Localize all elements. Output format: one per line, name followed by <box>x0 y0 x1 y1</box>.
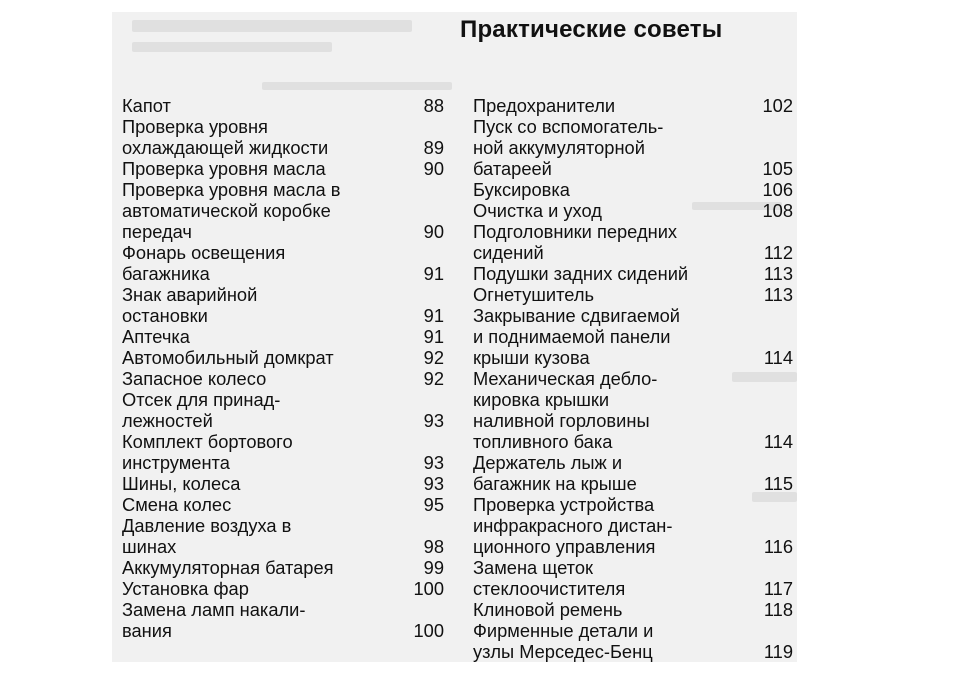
toc-page-number: 90 <box>423 221 444 242</box>
toc-entry-text: Аптечка <box>122 326 190 347</box>
toc-entry <box>473 95 793 116</box>
toc-entry <box>473 599 793 620</box>
toc-entry-text: ционного управления <box>473 536 656 557</box>
toc-entry <box>473 221 793 263</box>
toc-page-number: 91 <box>423 263 444 284</box>
toc-entry-text: Замена щеток <box>473 557 594 578</box>
toc-entry-text: охлаждающей жидкости <box>122 137 329 158</box>
show-through-smudge <box>132 42 332 52</box>
toc-entry-text: Проверка уровня <box>122 116 268 137</box>
toc-left-column <box>122 95 444 641</box>
toc-entry <box>473 263 793 284</box>
toc-page-number: 98 <box>423 536 444 557</box>
toc-entry-text: остановки <box>122 305 208 326</box>
toc-entry-text: Проверка уровня масла <box>122 158 326 179</box>
toc-entry <box>122 158 444 179</box>
toc-entry-text: шинах <box>122 536 177 557</box>
toc-page-number: 108 <box>762 200 793 221</box>
toc-page-number: 88 <box>423 95 444 116</box>
toc-entry <box>473 620 793 662</box>
toc-entry-text: Отсек для принад- <box>122 389 281 410</box>
toc-page-number: 113 <box>763 263 793 284</box>
toc-entry-text: Шины, колеса <box>122 473 241 494</box>
toc-page-number: 90 <box>423 158 444 179</box>
toc-entry <box>122 494 444 515</box>
toc-entry <box>122 95 444 116</box>
toc-entry <box>473 305 793 368</box>
toc-entry <box>122 347 444 368</box>
toc-entry-text: Очистка и уход <box>473 200 602 221</box>
toc-entry <box>473 557 793 599</box>
toc-entry-text: Подушки задних сидений <box>473 263 689 284</box>
toc-entry-text: багажник на крыше <box>473 473 637 494</box>
toc-entry <box>122 557 444 578</box>
toc-entry <box>473 179 793 200</box>
toc-entry <box>473 284 793 305</box>
toc-entry-text: Запасное колесо <box>122 368 267 389</box>
toc-page-number: 118 <box>763 599 793 620</box>
section-title: Практические советы <box>460 16 723 43</box>
toc-entry-text: Проверка уровня масла в <box>122 179 341 200</box>
toc-entry <box>122 599 444 641</box>
toc-entry <box>122 431 444 473</box>
toc-entry <box>473 494 793 557</box>
toc-entry <box>122 284 444 326</box>
toc-entry-text: наливной горловины <box>473 410 650 431</box>
toc-entry-text: ной аккумуляторной <box>473 137 645 158</box>
toc-page-number: 105 <box>762 158 793 179</box>
toc-entry-text: Автомобильный домкрат <box>122 347 334 368</box>
toc-entry-text: Клиновой ремень <box>473 599 623 620</box>
toc-entry-text: Давление воздуха в <box>122 515 292 536</box>
toc-page-number: 114 <box>763 431 793 452</box>
toc-entry-text: Проверка устройства <box>473 494 655 515</box>
toc-entry <box>122 179 444 242</box>
toc-entry-text: багажника <box>122 263 210 284</box>
toc-page-number: 117 <box>763 578 793 599</box>
toc-entry-text: узлы Мерседес-Бенц <box>473 641 653 662</box>
toc-entry <box>122 578 444 599</box>
toc-entry-text: Буксировка <box>473 179 570 200</box>
toc-entry-text: Комплект бортового <box>122 431 293 452</box>
toc-entry-text: Предохранители <box>473 95 616 116</box>
toc-entry <box>473 368 793 452</box>
toc-entry-text: Механическая дебло- <box>473 368 658 389</box>
toc-entry-text: инструмента <box>122 452 230 473</box>
toc-entry-text: Капот <box>122 95 171 116</box>
toc-page-number: 99 <box>423 557 444 578</box>
toc-entry-text: Фонарь освещения <box>122 242 286 263</box>
toc-page-number: 116 <box>763 536 793 557</box>
toc-entry-text: Аккумуляторная батарея <box>122 557 334 578</box>
toc-entry-text: батареей <box>473 158 552 179</box>
toc-entry-text: передач <box>122 221 192 242</box>
toc-entry <box>473 116 793 179</box>
toc-page-number: 95 <box>423 494 444 515</box>
toc-page-number: 93 <box>423 452 444 473</box>
toc-page-number: 115 <box>763 473 793 494</box>
toc-page-number: 119 <box>763 641 793 662</box>
toc-entry-text: Смена колес <box>122 494 232 515</box>
toc-entry-text: Замена ламп накали- <box>122 599 306 620</box>
toc-entry-text: автоматической коробке <box>122 200 331 221</box>
toc-page-number: 91 <box>423 305 444 326</box>
toc-entry-text: и поднимаемой панели <box>473 326 671 347</box>
toc-entry <box>122 116 444 158</box>
toc-entry-text: Держатель лыж и <box>473 452 623 473</box>
toc-page-number: 92 <box>423 368 444 389</box>
toc-entry-text: Подголовники передних <box>473 221 678 242</box>
toc-entry <box>122 473 444 494</box>
show-through-smudge <box>132 20 412 32</box>
toc-page-number: 89 <box>423 137 444 158</box>
toc-entry <box>473 452 793 494</box>
toc-entry <box>122 515 444 557</box>
toc-page-number: 106 <box>762 179 793 200</box>
toc-page-number: 114 <box>763 347 793 368</box>
toc-page-number: 93 <box>423 473 444 494</box>
toc-entry-text: кировка крышки <box>473 389 610 410</box>
toc-entry-text: Огнетушитель <box>473 284 595 305</box>
toc-entry-text: Пуск со вспомогатель- <box>473 116 664 137</box>
toc-entry <box>473 200 793 221</box>
toc-page-number: 100 <box>413 578 444 599</box>
show-through-smudge <box>262 82 452 90</box>
toc-page-number: 102 <box>762 95 793 116</box>
toc-entry-text: топливного бака <box>473 431 613 452</box>
toc-entry-text: Фирменные детали и <box>473 620 654 641</box>
toc-entry-text: инфракрасного дистан- <box>473 515 673 536</box>
toc-page-number: 113 <box>763 284 793 305</box>
toc-entry <box>122 326 444 347</box>
toc-entry-text: Закрывание сдвигаемой <box>473 305 681 326</box>
toc-entry-text: Знак аварийной <box>122 284 258 305</box>
toc-entry-text: лежностей <box>122 410 213 431</box>
toc-entry-text: вания <box>122 620 172 641</box>
toc-entry-text: сидений <box>473 242 544 263</box>
toc-entry <box>122 368 444 389</box>
toc-page-number: 93 <box>423 410 444 431</box>
toc-page-number: 100 <box>413 620 444 641</box>
toc-entry-text: крыши кузова <box>473 347 590 368</box>
toc-entry <box>122 242 444 284</box>
toc-page-number: 112 <box>763 242 793 263</box>
toc-right-column <box>473 95 793 662</box>
toc-entry-text: стеклоочистителя <box>473 578 626 599</box>
toc-entry-text: Установка фар <box>122 578 249 599</box>
toc-page-number: 92 <box>423 347 444 368</box>
toc-entry <box>122 389 444 431</box>
toc-page-number: 91 <box>423 326 444 347</box>
